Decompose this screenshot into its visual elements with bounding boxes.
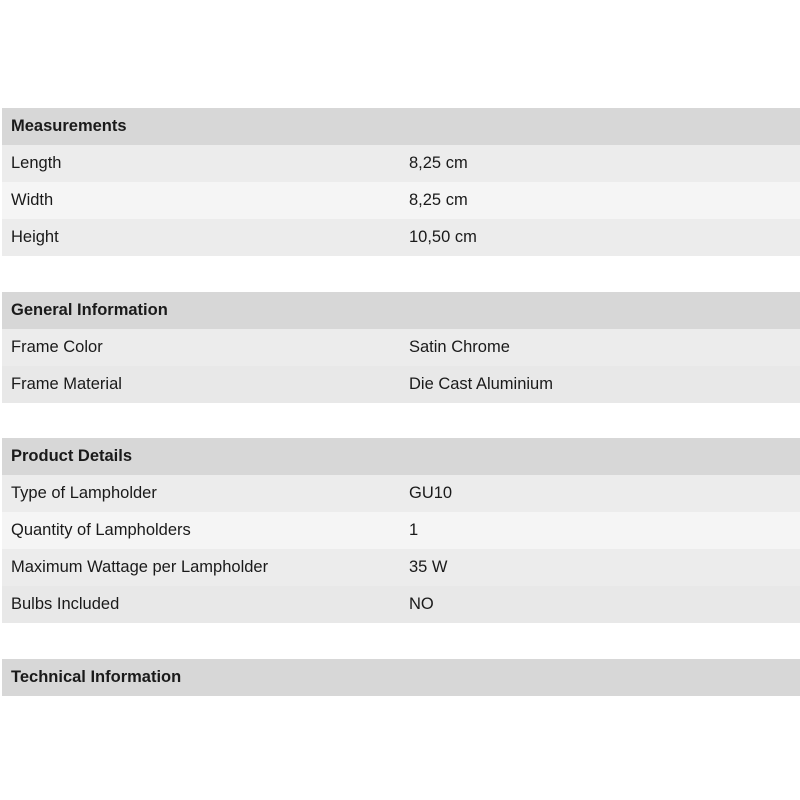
spec-label: Type of Lampholder (11, 484, 157, 502)
spec-value: 1 (409, 521, 419, 539)
spec-row (2, 366, 800, 403)
spec-row (2, 145, 800, 182)
spec-label: Frame Color (11, 338, 103, 356)
section-heading: Product Details (2, 438, 800, 475)
product-details-section (2, 438, 800, 623)
spec-value: 35 W (409, 558, 448, 576)
general-information-section (2, 292, 800, 403)
spec-value: GU10 (409, 484, 453, 502)
spec-label: Maximum Wattage per Lampholder (11, 558, 269, 576)
spec-value: 8,25 cm (409, 191, 468, 209)
spec-row (2, 586, 800, 623)
spec-value: 8,25 cm (409, 154, 468, 172)
spec-value: 10,50 cm (409, 228, 477, 246)
section-heading: Measurements (2, 108, 800, 145)
spec-value: NO (409, 595, 434, 613)
technical-information-section (2, 659, 800, 696)
spec-row (2, 219, 800, 256)
spec-value: Satin Chrome (409, 338, 510, 356)
measurements-section (2, 108, 800, 256)
spec-label: Bulbs Included (11, 595, 120, 613)
spec-row (2, 182, 800, 219)
spec-value: Die Cast Aluminium (409, 375, 553, 393)
spec-label: Quantity of Lampholders (11, 521, 191, 539)
spec-row (2, 329, 800, 366)
section-heading: Technical Information (2, 659, 800, 696)
spec-label: Frame Material (11, 375, 122, 393)
spec-label: Width (11, 191, 54, 209)
spec-label: Length (11, 154, 62, 172)
spec-row (2, 512, 800, 549)
spec-row (2, 549, 800, 586)
section-heading: General Information (2, 292, 800, 329)
spec-row (2, 475, 800, 512)
spec-label: Height (11, 228, 59, 246)
